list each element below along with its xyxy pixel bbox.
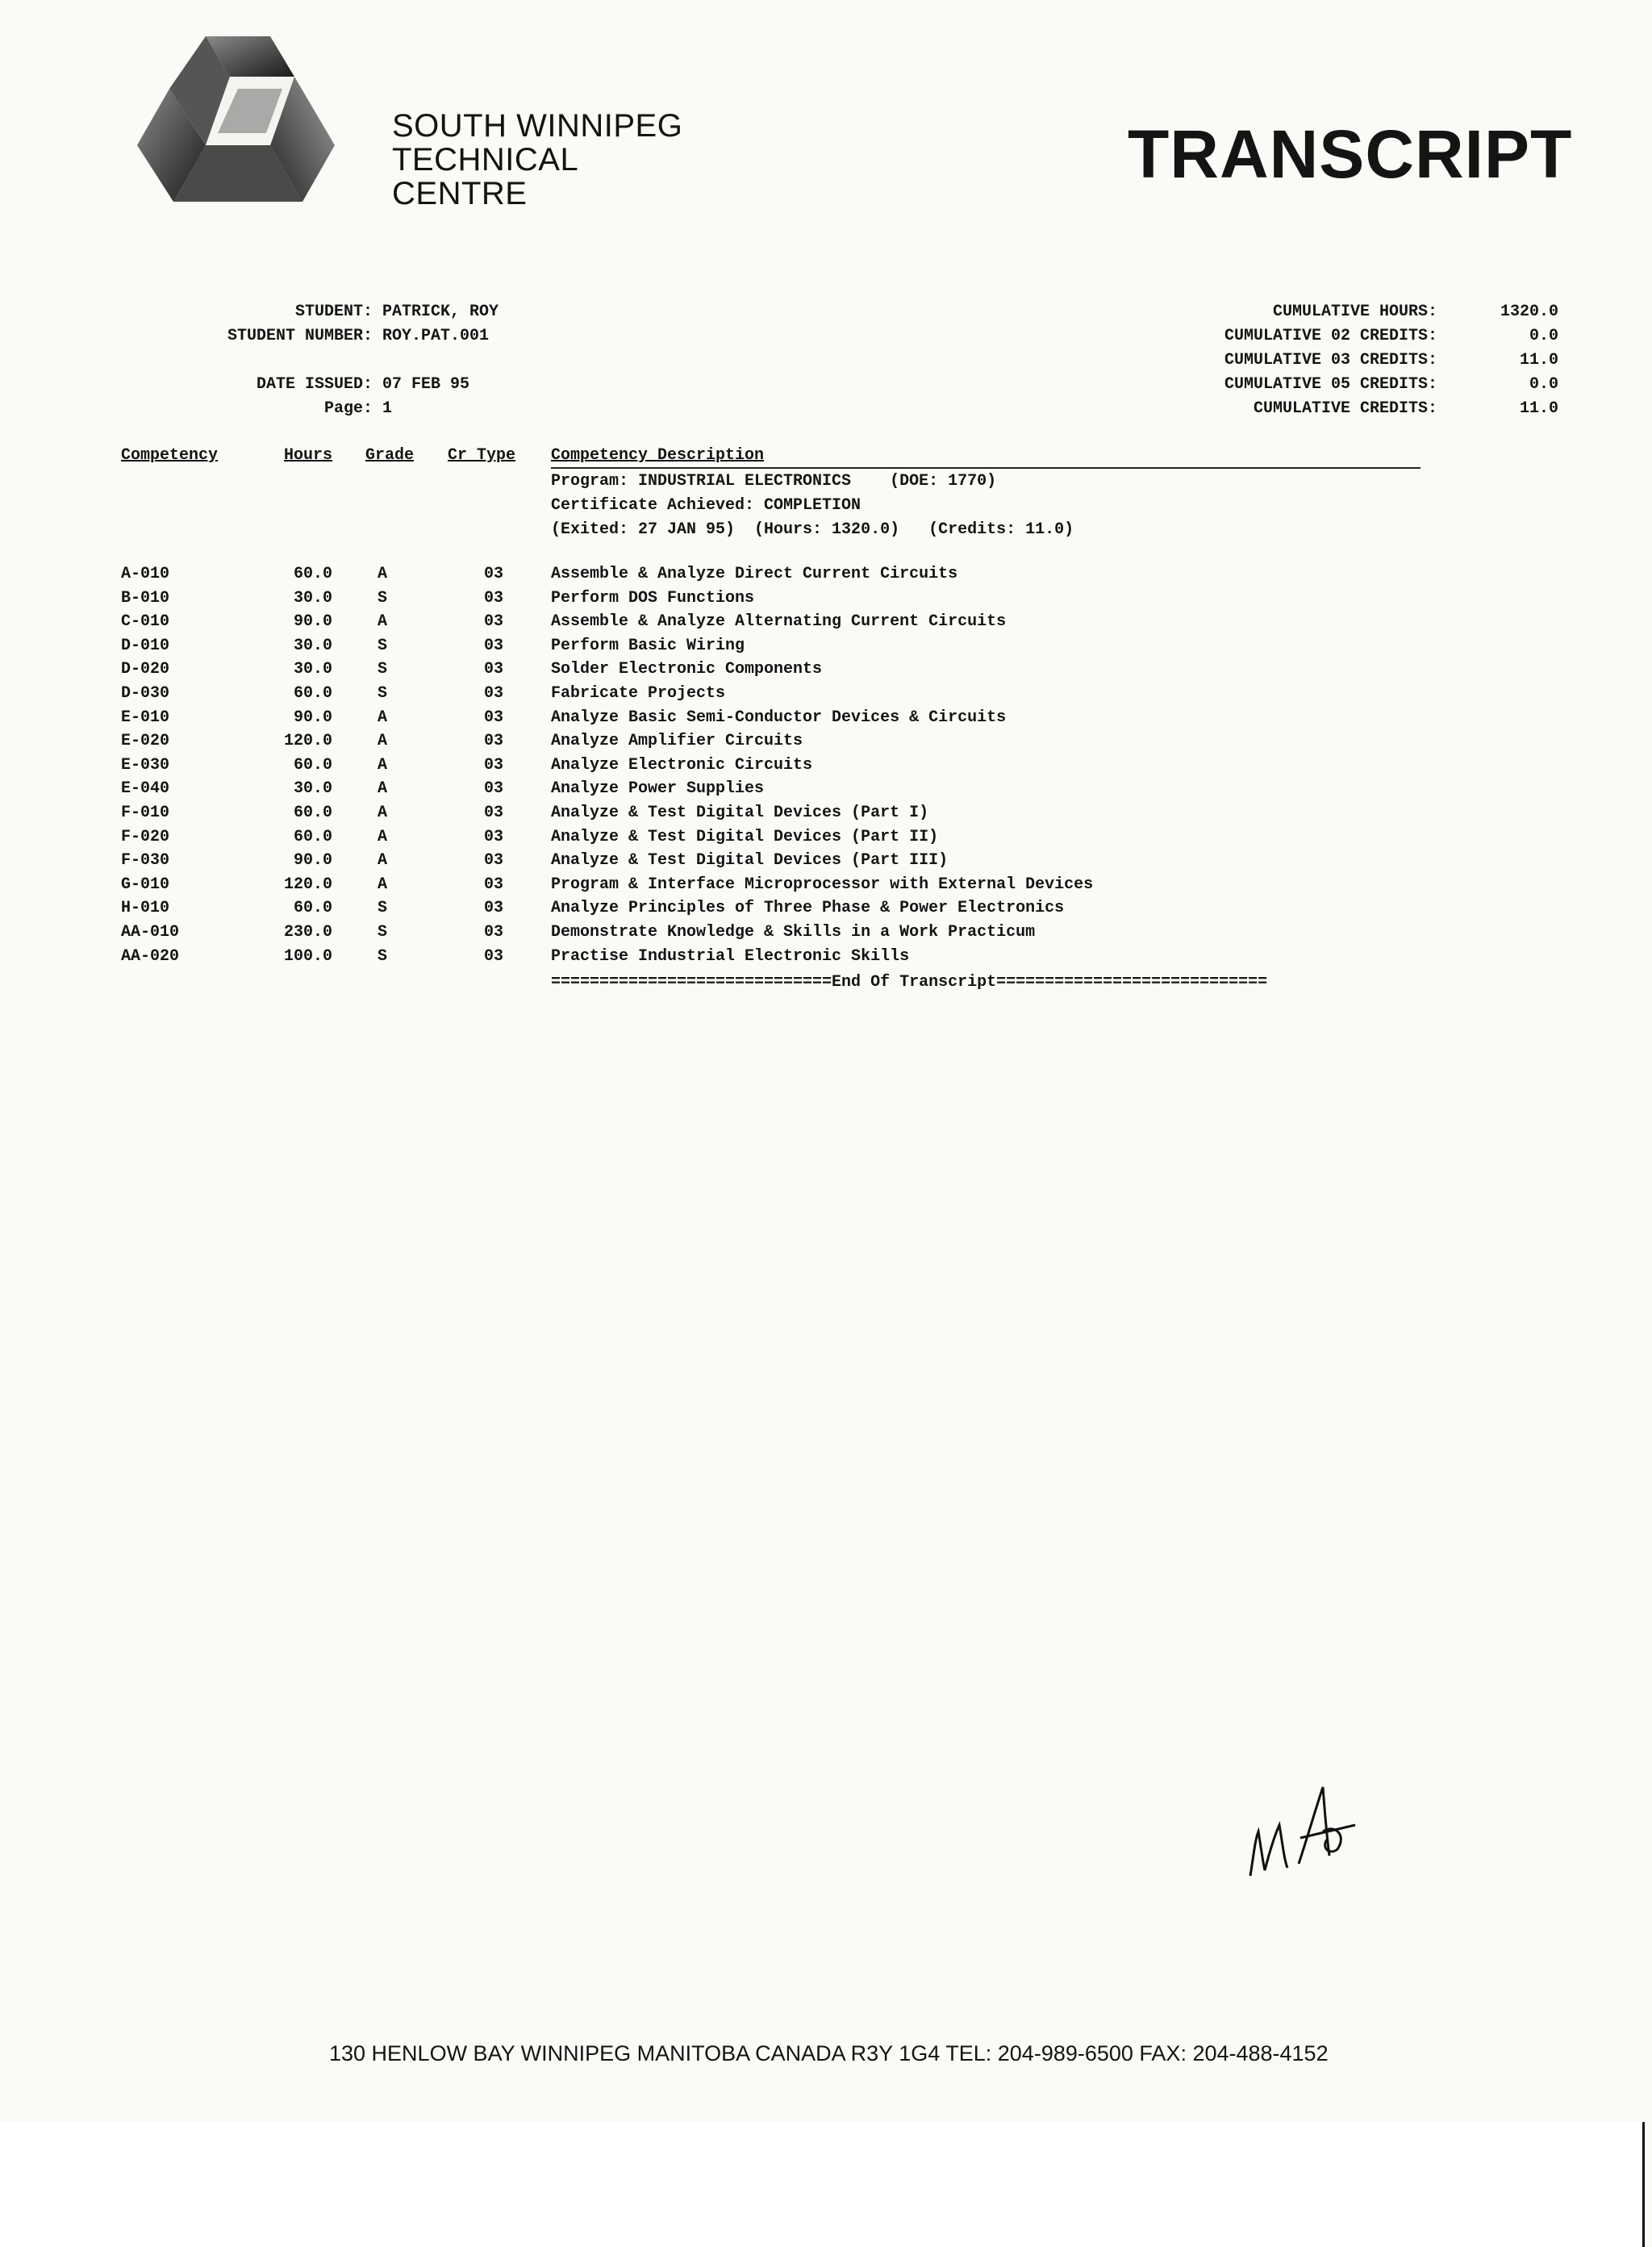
competency-code: F-010 bbox=[121, 803, 170, 822]
scan-margin bbox=[0, 2122, 1641, 2247]
student-number-label: STUDENT NUMBER: bbox=[227, 327, 373, 345]
table-row bbox=[121, 562, 1492, 587]
competency-code: D-020 bbox=[121, 660, 170, 679]
grade-cell: A bbox=[378, 612, 388, 632]
grade-cell: A bbox=[378, 708, 388, 727]
date-issued-label: DATE ISSUED: bbox=[256, 375, 373, 394]
hours-cell: 30.0 bbox=[293, 779, 332, 799]
cumulative-label: CUMULATIVE CREDITS: bbox=[1253, 399, 1437, 418]
cumulative-value: 1320.0 bbox=[1500, 303, 1558, 321]
school-name-line-2: TECHNICAL bbox=[392, 142, 579, 178]
description-cell: Analyze Principles of Three Phase & Power Electronics bbox=[551, 899, 1065, 918]
table-row bbox=[121, 587, 1492, 611]
cr-type-cell: 03 bbox=[484, 922, 504, 942]
competency-code: E-020 bbox=[121, 732, 170, 751]
student-info bbox=[145, 300, 499, 421]
hours-cell: 60.0 bbox=[293, 827, 332, 846]
column-cr-type: Cr Type bbox=[448, 446, 516, 465]
grade-cell: S bbox=[378, 636, 388, 655]
grade-cell: A bbox=[378, 755, 388, 775]
cr-type-cell: 03 bbox=[484, 899, 504, 918]
hours-cell: 90.0 bbox=[293, 612, 332, 632]
competency-table bbox=[121, 562, 1492, 968]
description-cell: Analyze Basic Semi-Conductor Devices & Circuits bbox=[551, 708, 1007, 727]
scan-edge-line bbox=[1642, 2122, 1645, 2247]
grade-cell: A bbox=[378, 803, 388, 822]
hours-cell: 30.0 bbox=[293, 660, 332, 679]
hours-cell: 60.0 bbox=[293, 899, 332, 918]
table-row bbox=[121, 896, 1492, 921]
description-cell: Analyze Power Supplies bbox=[551, 779, 765, 799]
cr-type-cell: 03 bbox=[484, 946, 504, 966]
description-cell: Perform DOS Functions bbox=[551, 588, 755, 608]
competency-code: A-010 bbox=[121, 565, 170, 583]
grade-cell: A bbox=[378, 827, 388, 846]
column-description: Competency Description bbox=[551, 446, 765, 465]
cumulative-value: 0.0 bbox=[1529, 327, 1558, 345]
description-cell: Fabricate Projects bbox=[551, 683, 726, 703]
hours-cell: 90.0 bbox=[293, 851, 332, 871]
description-cell: Analyze Electronic Circuits bbox=[551, 755, 813, 775]
end-of-transcript: =============================End Of Transcript============================ bbox=[551, 973, 1268, 992]
description-cell: Assemble & Analyze Alternating Current Circuits bbox=[551, 612, 1007, 632]
student-number: ROY.PAT.001 bbox=[382, 327, 490, 345]
hours-cell: 120.0 bbox=[283, 875, 332, 894]
cr-type-cell: 03 bbox=[484, 660, 504, 679]
school-logo-icon bbox=[129, 32, 339, 206]
description-cell: Practise Industrial Electronic Skills bbox=[551, 946, 910, 966]
description-cell: Analyze & Test Digital Devices (Part I) bbox=[551, 803, 929, 822]
description-cell: Program & Interface Microprocessor with External Devices bbox=[551, 875, 1094, 894]
competency-code: F-020 bbox=[121, 827, 170, 846]
cumulative-label: CUMULATIVE 05 CREDITS: bbox=[1224, 375, 1437, 394]
table-row bbox=[121, 706, 1492, 730]
competency-code: AA-020 bbox=[121, 946, 180, 966]
cumulative-row bbox=[1162, 324, 1558, 349]
grade-cell: S bbox=[378, 683, 388, 703]
student-name: PATRICK, ROY bbox=[382, 303, 499, 321]
table-row bbox=[121, 945, 1492, 969]
table-row bbox=[121, 921, 1492, 945]
description-cell: Demonstrate Knowledge & Skills in a Work Practicum bbox=[551, 922, 1036, 942]
competency-code: E-040 bbox=[121, 779, 170, 799]
cr-type-cell: 03 bbox=[484, 683, 504, 703]
school-name-line-3: CENTRE bbox=[392, 176, 528, 211]
cumulative-row bbox=[1162, 373, 1558, 397]
cumulative-row bbox=[1162, 397, 1558, 421]
description-cell: Solder Electronic Components bbox=[551, 660, 823, 679]
description-cell: Analyze Amplifier Circuits bbox=[551, 732, 803, 751]
column-hours: Hours bbox=[284, 446, 333, 465]
cumulative-label: CUMULATIVE 03 CREDITS: bbox=[1224, 351, 1437, 370]
grade-cell: A bbox=[378, 779, 388, 799]
table-row bbox=[121, 825, 1492, 850]
hours-cell: 60.0 bbox=[293, 803, 332, 822]
grade-cell: A bbox=[378, 565, 388, 583]
exit-line: (Exited: 27 JAN 95) (Hours: 1320.0) (Credits: 11.0) bbox=[551, 520, 1074, 539]
table-row bbox=[121, 658, 1492, 682]
competency-code: E-010 bbox=[121, 708, 170, 727]
cr-type-cell: 03 bbox=[484, 612, 504, 632]
header-divider bbox=[551, 467, 1420, 469]
table-row bbox=[121, 729, 1492, 754]
table-header bbox=[121, 444, 1421, 468]
table-row bbox=[121, 634, 1492, 658]
program-line: Program: INDUSTRIAL ELECTRONICS (DOE: 1770) bbox=[551, 472, 997, 491]
competency-code: E-030 bbox=[121, 755, 170, 775]
grade-cell: A bbox=[378, 851, 388, 871]
cr-type-cell: 03 bbox=[484, 827, 504, 846]
competency-code: AA-010 bbox=[121, 922, 180, 942]
competency-code: C-010 bbox=[121, 612, 170, 632]
cumulative-totals bbox=[1162, 300, 1558, 421]
hours-cell: 230.0 bbox=[283, 922, 332, 942]
table-row bbox=[121, 682, 1492, 706]
cr-type-cell: 03 bbox=[484, 565, 504, 583]
hours-cell: 60.0 bbox=[293, 755, 332, 775]
competency-code: F-030 bbox=[121, 851, 170, 871]
table-row bbox=[121, 610, 1492, 634]
hours-cell: 60.0 bbox=[293, 565, 332, 583]
cumulative-label: CUMULATIVE 02 CREDITS: bbox=[1224, 327, 1437, 345]
cumulative-row bbox=[1162, 349, 1558, 373]
competency-code: H-010 bbox=[121, 899, 170, 918]
competency-code: G-010 bbox=[121, 875, 170, 894]
cr-type-cell: 03 bbox=[484, 755, 504, 775]
grade-cell: S bbox=[378, 899, 388, 918]
table-row bbox=[121, 873, 1492, 897]
grade-cell: S bbox=[378, 660, 388, 679]
description-cell: Analyze & Test Digital Devices (Part II) bbox=[551, 827, 939, 846]
hours-cell: 90.0 bbox=[293, 708, 332, 727]
grade-cell: S bbox=[378, 922, 388, 942]
school-name bbox=[392, 109, 682, 211]
cumulative-label: CUMULATIVE HOURS: bbox=[1272, 303, 1437, 321]
column-grade: Grade bbox=[365, 446, 415, 465]
program-info bbox=[551, 470, 1074, 542]
page-number: 1 bbox=[382, 399, 393, 418]
certificate-line: Certificate Achieved: COMPLETION bbox=[551, 496, 861, 515]
hours-cell: 60.0 bbox=[293, 683, 332, 703]
hours-cell: 30.0 bbox=[293, 636, 332, 655]
cr-type-cell: 03 bbox=[484, 803, 504, 822]
table-row bbox=[121, 801, 1492, 825]
hours-cell: 120.0 bbox=[283, 732, 332, 751]
grade-cell: A bbox=[378, 732, 388, 751]
hours-cell: 100.0 bbox=[283, 946, 332, 966]
date-issued: 07 FEB 95 bbox=[382, 375, 470, 394]
signature-initials bbox=[1242, 1775, 1387, 1888]
competency-code: D-010 bbox=[121, 636, 170, 655]
description-cell: Perform Basic Wiring bbox=[551, 636, 745, 655]
document-title: TRANSCRIPT bbox=[1128, 116, 1573, 192]
table-row bbox=[121, 754, 1492, 778]
cr-type-cell: 03 bbox=[484, 851, 504, 871]
cr-type-cell: 03 bbox=[484, 636, 504, 655]
competency-code: D-030 bbox=[121, 683, 170, 703]
table-row bbox=[121, 777, 1492, 801]
column-competency: Competency bbox=[121, 446, 219, 465]
grade-cell: A bbox=[378, 875, 388, 894]
grade-cell: S bbox=[378, 588, 388, 608]
cr-type-cell: 03 bbox=[484, 732, 504, 751]
hours-cell: 30.0 bbox=[293, 588, 332, 608]
cr-type-cell: 03 bbox=[484, 708, 504, 727]
grade-cell: S bbox=[378, 946, 388, 966]
cr-type-cell: 03 bbox=[484, 588, 504, 608]
competency-code: B-010 bbox=[121, 588, 170, 608]
description-cell: Assemble & Analyze Direct Current Circuits bbox=[551, 565, 958, 583]
cr-type-cell: 03 bbox=[484, 875, 504, 894]
student-label: STUDENT: bbox=[294, 303, 373, 321]
cumulative-value: 11.0 bbox=[1519, 399, 1558, 418]
table-row bbox=[121, 849, 1492, 873]
school-name-line-1: SOUTH WINNIPEG bbox=[392, 108, 683, 144]
cumulative-value: 11.0 bbox=[1519, 351, 1558, 370]
cumulative-value: 0.0 bbox=[1529, 375, 1558, 394]
cumulative-row bbox=[1162, 300, 1558, 324]
description-cell: Analyze & Test Digital Devices (Part III) bbox=[551, 851, 949, 871]
cr-type-cell: 03 bbox=[484, 779, 504, 799]
page-label: Page: bbox=[323, 399, 373, 418]
footer-address: 130 HENLOW BAY WINNIPEG MANITOBA CANADA R3Y 1G4 TEL: 204-989-6500 FAX: 204-488-4152 bbox=[329, 2041, 1329, 2065]
